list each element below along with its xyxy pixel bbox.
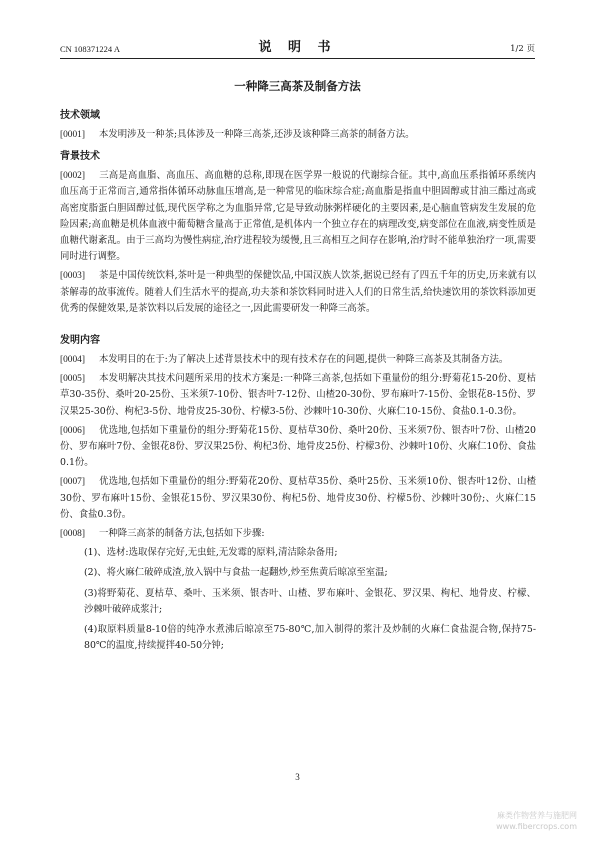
document-type: 说 明 书 (258, 40, 337, 55)
page-header (60, 36, 535, 59)
watermark-url: www.fibercrops.com (496, 822, 577, 831)
method-step: (4)取原料质量8-10倍的纯净水煮沸后晾凉至75-80℃,加入制得的浆汁及炒制的火麻仁食盐混合物,保持75-80℃的温度,持续搅拌40-50分钟; (84, 624, 536, 652)
paragraph (60, 268, 536, 317)
page-count: 1/2 页 (510, 44, 535, 54)
section-heading: 发明内容 (60, 335, 100, 347)
paragraph-number: [0005] (60, 374, 85, 385)
paragraph-text: 一种降三高茶的制备方法,包括如下步骤: (99, 528, 265, 540)
publication-number: CN 108371224 A (60, 44, 120, 54)
page-number: 3 (295, 772, 300, 782)
document-body (60, 108, 536, 660)
section-technical-field (60, 108, 536, 143)
section-summary (60, 333, 536, 654)
paragraph (60, 423, 536, 472)
paragraph (60, 371, 536, 420)
method-step: (3)将野菊花、夏枯草、桑叶、玉米须、银杏叶、山楂、罗布麻叶、金银花、罗汉果、枸杞、地骨皮、柠檬、沙棘叶破碎成浆汁; (84, 587, 536, 615)
paragraph-number: [0008] (60, 529, 85, 540)
paragraph (60, 526, 536, 542)
section-background (60, 149, 536, 317)
paragraph-number: [0007] (60, 477, 85, 488)
paragraph-text: 三高是高血脂、高血压、高血糖的总称,即现在医学界一般说的代谢综合征。其中,高血压系指循环系统内血压高于正常而言,通常指体循环动脉血压增高,是一种常见的临床综合症;高血脂是指血中胆固醇或甘油三酯过高或高密度脂蛋白胆固醇过低,现代医学称之为血脂异常,它是导致动脉粥样硬化的主要因素,是心脑血管病发生发展的危险因素;高血糖是机体血液中葡萄糖含量高于正常值,是机体内一个独立存在的病理改变,病变部位在血液,病变性质是血糖代谢紊乱。由于三高均为慢性病症,治疗进程较为缓慢,且三高相互之间存在影响,治疗时不能单独治疗一项,需要同时进行调整。 (60, 170, 536, 263)
section-heading: 技术领域 (60, 110, 100, 121)
paragraph (60, 127, 536, 143)
paragraph-text: 本发明解决其技术问题所采用的技术方案是:一种降三高茶,包括如下重量份的组分:野菊花15-20份、夏枯草30-35份、桑叶20-25份、玉米须7-10份、银杏叶7-12份、山楂20-30份、罗布麻叶7-15份、金银花8-15份、罗汉果25-30份、枸杞3-5份、地骨皮25-30份、柠檬3-5份、沙棘叶10-30份、火麻仁10-15份、食盐0.1-0.3份。 (60, 373, 536, 417)
paragraph-text: 茶是中国传统饮料,茶叶是一种典型的保健饮品,中国汉族人饮茶,据说已经有了四五千年的历史,历来就有以茶解毒的故事流传。随着人们生活水平的提高,功夫茶和茶饮料同时进入人们的日常生活,给快速饮用的茶饮料添加更优秀的保健效果,是茶饮料以后发展的途径之一,因此需要研发一种降三高茶。 (60, 270, 536, 314)
watermark-site-name: 麻类作物营养与施肥网 (497, 811, 577, 820)
paragraph (60, 474, 536, 523)
paragraph-text: 本发明涉及一种茶;具体涉及一种降三高茶,还涉及该种降三高茶的制备方法。 (99, 129, 415, 140)
section-heading: 背景技术 (60, 151, 100, 163)
document-title: 一种降三高茶及制备方法 (234, 79, 361, 93)
paragraph (60, 352, 536, 368)
paragraph-number: [0002] (60, 171, 85, 182)
paragraph-number: [0004] (60, 355, 85, 366)
paragraph (60, 168, 536, 265)
paragraph-text: 本发明目的在于:为了解决上述背景技术中的现有技术存在的问题,提供一种降三高茶及其制备方法。 (99, 354, 509, 366)
paragraph-number: [0001] (60, 130, 85, 140)
paragraph-number: [0003] (60, 271, 85, 282)
paragraph-text: 优选地,包括如下重量份的组分:野菊花15份、夏枯草30份、桑叶20份、玉米须7份、银杏叶7份、山楂20份、罗布麻叶7份、金银花8份、罗汉果25份、枸杞3份、地骨皮25份、柠檬3份、沙棘叶10份、火麻仁10份、食盐0.1份。 (60, 424, 536, 469)
method-step: (2)、将火麻仁破碎成渣,放入锅中与食盐一起翻炒,炒至焦黄后晾凉至室温; (84, 567, 388, 579)
method-step: (1)、选材:选取保存完好,无虫蛀,无发霉的原料,清洁除杂备用; (84, 547, 338, 559)
watermark (496, 810, 577, 832)
paragraph-number: [0006] (60, 425, 85, 436)
paragraph-text: 优选地,包括如下重量份的组分:野菊花20份、夏枯草35份、桑叶25份、玉米须10份、银杏叶12份、山楂30份、罗布麻叶15份、金银花15份、罗汉果30份、枸杞5份、地骨皮30份、柠檬5份、沙棘叶30份;、火麻仁15份、食盐0.3份。 (60, 476, 536, 520)
